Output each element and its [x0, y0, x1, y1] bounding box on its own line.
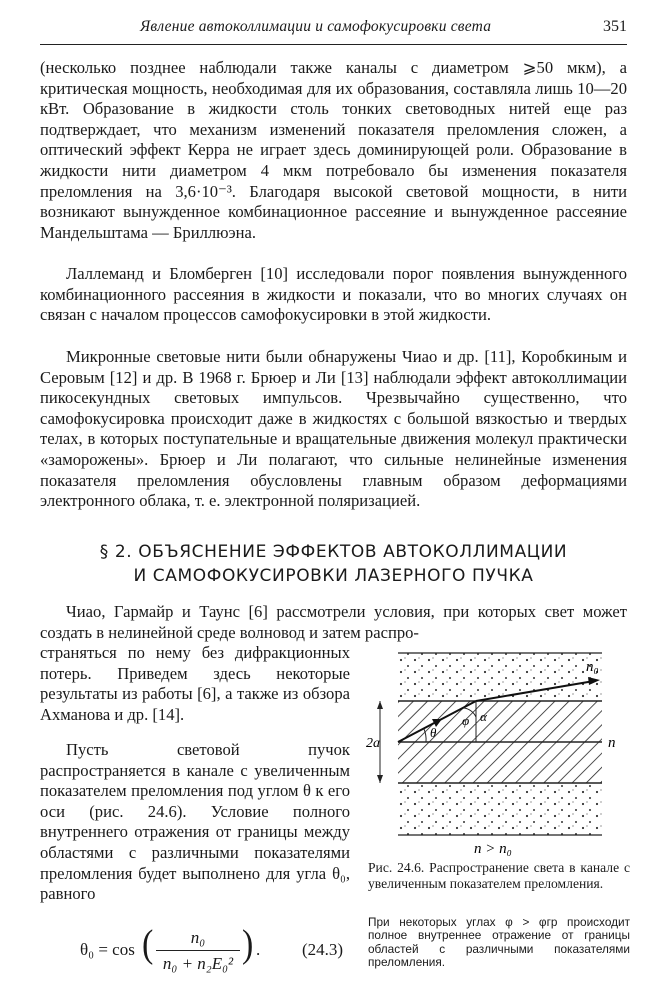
n0-label: n₀	[586, 659, 599, 675]
equation-period: .	[256, 940, 261, 959]
figure-24-6	[366, 645, 632, 895]
page-number: 351	[603, 18, 627, 35]
section-heading	[40, 540, 627, 588]
running-title: Явление автоколлимации и самофокусировки света	[140, 18, 492, 35]
theta-label: θ	[430, 725, 437, 740]
left-paren: (	[142, 923, 154, 966]
paragraph-chiao-continued: страняться по нему без дифракционных потерь. Приведем здесь некоторые результаты из работы [6], а также из обзора Ахманова и др. [14].	[40, 643, 350, 724]
channel-diagram	[366, 645, 632, 857]
width-label: 2a	[366, 736, 380, 751]
paragraph-micron-filaments: Микронные световые нити были обнаружены Чиао и др. [11], Коробкиным и Серовым [12] и др. В 1968 г. Брюер и Ли [13] наблюдали эффект автоколлимации пикосекундных световых импульсов. Чрезвычайно существенно, что самофокусировка происходит даже в жидкостях с большой вязкостью и твердых телах, в которых поступательные и вращательные движения молекул практически «заморожены». Брюер и Ли полагают, что сильные нелинейные изменения показателя преломления обусловлены главным образом деформациями электронного облака, т. е. электронной поляризацией.	[40, 347, 627, 511]
section-heading-line-1: § 2. ОБЪЯСНЕНИЕ ЭФФЕКТОВ АВТОКОЛЛИМАЦИИ	[99, 542, 568, 562]
paragraph-chiao: Чиао, Гармайр и Таунс [6] рассмотрели условия, при которых свет может создать в нелинейной среде волновод и затем распро-	[40, 602, 627, 642]
phi-label: φ	[462, 713, 470, 728]
paragraph-beam-propagation: Пусть световой пучок распространяется в канале с увеличенным показателем преломления под углом θ к его оси (рис. 24.6). Условие полного внутреннего отражения от границы между областями с различными показателями преломления будет выполнено для угла θ₀, равного	[40, 740, 350, 904]
outer-region-top	[398, 653, 602, 701]
fraction-bar	[156, 950, 240, 951]
figure-note: При некоторых углах φ > φгр происходит полное внутреннее отражение от границы областей с различными показателями преломления.	[368, 915, 630, 970]
page-header	[40, 10, 627, 45]
equation-lhs: θ₀ = cos	[80, 940, 135, 959]
section-heading-line-2: И САМОФОКУСИРОВКИ ЛАЗЕРНОГО ПУЧКА	[133, 566, 534, 586]
paragraph-continuation: (несколько позднее наблюдали также каналы с диаметром ⩾50 мкм), а критическая мощность, необходимая для их образования, составляла лишь 10—20 кВт. Образование в жидкости столь тонких световодных нитей еще раз подтверждает, что механизм изменений показателя преломления сложен, а оптический эффект Керра не играет здесь доминирующей роли. Образование в жидкости нити диаметром 4 мкм потребовало бы изменения показателя преломления на 3,6·10⁻³. Благодаря высокой световой мощности, в нити возникают вынужденное комбинационное рассеяние и вынужденное рассеяние Мандельштама — Бриллюэна.	[40, 58, 627, 242]
equation-denominator: n₀ + n₂E₀²	[162, 954, 234, 973]
outer-region-bottom	[398, 783, 602, 835]
right-paren: )	[242, 923, 254, 966]
index-condition-label: n > n₀	[474, 841, 512, 857]
equation-numerator: n₀	[190, 928, 206, 947]
equation-24-3	[80, 920, 370, 980]
width-arrow-down	[377, 775, 383, 783]
figure-caption: Рис. 24.6. Распространение света в канале с увеличенным показателем преломления.	[368, 860, 630, 891]
alpha-label: α	[480, 709, 487, 724]
equation-number: (24.3)	[302, 940, 344, 959]
width-arrow-up	[377, 701, 383, 709]
n-label: n	[608, 735, 616, 751]
paragraph-lallemand: Лаллеманд и Бломберген [10] исследовали порог появления вынужденного комбинационного рассеяния в жидкости и показали, что во многих случаях он связан с началом процессов самофокусировки в этой жидкости.	[40, 264, 627, 325]
